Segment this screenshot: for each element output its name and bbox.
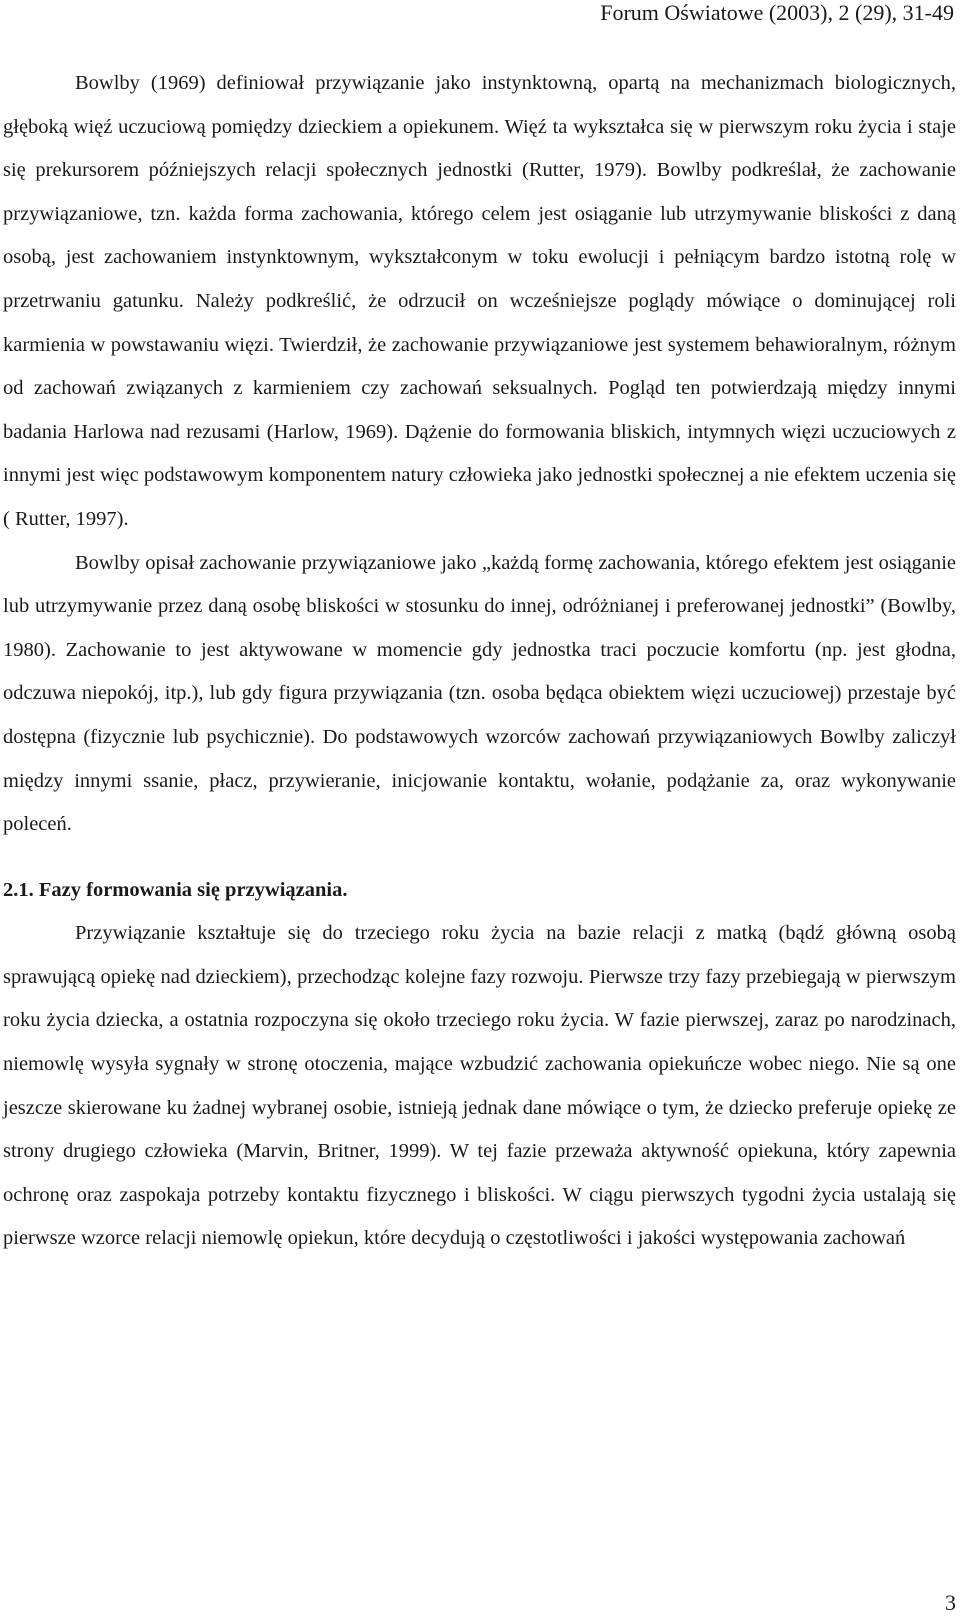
body-text xyxy=(3,62,956,1261)
page-number: 3 xyxy=(945,1590,956,1615)
paragraph-attachment-phases: Przywiązanie kształtuje się do trzeciego roku życia na bazie relacji z matką (bądź główną osobą sprawującą opiekę nad dzieckiem), przechodząc kolejne fazy rozwoju. Pierwsze trzy fazy przebiegają w pierwszym roku życia dziecka, a ostatnia rozpoczyna się około trzeciego roku życia. W fazie pierwszej, zaraz po narodzinach, niemowlę wysyła sygnały w stronę otoczenia, mające wzbudzić zachowania opiekuńcze wobec niego. Nie są one jeszcze skierowane ku żadnej wybranej osobie, istnieją jednak dane mówiące o tym, że dziecko preferuje opiekę ze strony drugiego człowieka (Marvin, Britner, 1999). W tej fazie przeważa aktywność opiekuna, który zapewnia ochronę oraz zaspokaja potrzeby kontaktu fizycznego i bliskości. W ciągu pierwszych tygodni życia ustalają się pierwsze wzorce relacji niemowlę opiekun, które decydują o częstotliwości i jakości występowania zachowań xyxy=(3,922,956,1250)
section-heading: 2.1. Fazy formowania się przywiązania. xyxy=(3,878,348,901)
paragraph-bowlby-definition: Bowlby (1969) definiował przywiązanie jako instynktowną, opartą na mechanizmach biologicznych, głęboką więź uczuciową pomiędzy dzieckiem a opiekunem. Więź ta wykształca się w pierwszym roku życia i staje się prekursorem późniejszych relacji społecznych jednostki (Rutter, 1979). Bowlby podkreślał, że zachowanie przywiązaniowe, tzn. każda forma zachowania, którego celem jest osiąganie lub utrzymywanie bliskości z daną osobą, jest zachowaniem instynktownym, wykształconym w toku ewolucji i pełniącym bardzo istotną rolę w przetrwaniu gatunku. Należy podkreślić, że odrzucił on wcześniejsze poglądy mówiące o dominującej roli karmienia w powstawaniu więzi. Twierdził, że zachowanie przywiązaniowe jest systemem behawioralnym, różnym od zachowań związanych z karmieniem czy zachowań seksualnych. Pogląd ten potwierdzają między innymi badania Harlowa nad rezusami (Harlow, 1969). Dążenie do formowania bliskich, intymnych więzi uczuciowych z innymi jest więc podstawowym komponentem natury człowieka jako jednostki społecznej a nie efektem uczenia się ( Rutter, 1997). xyxy=(3,72,956,530)
paragraph-attachment-behavior: Bowlby opisał zachowanie przywiązaniowe jako „każdą formę zachowania, którego efektem jest osiąganie lub utrzymywanie przez daną osobę bliskości w stosunku do innej, odróżnianej i preferowanej jednostki” (Bowlby, 1980). Zachowanie to jest aktywowane w momencie gdy jednostka traci poczucie komfortu (np. jest głodna, odczuwa niepokój, itp.), lub gdy figura przywiązania (tzn. osoba będąca obiektem więzi uczuciowej) przestaje być dostępna (fizycznie lub psychicznie). Do podstawowych wzorców zachowań przywiązaniowych Bowlby zaliczył między innymi ssanie, płacz, przywieranie, inicjowanie kontaktu, wołanie, podążanie za, oraz wykonywanie poleceń. xyxy=(3,551,956,836)
running-header: Forum Oświatowe (2003), 2 (29), 31-49 xyxy=(600,0,954,25)
